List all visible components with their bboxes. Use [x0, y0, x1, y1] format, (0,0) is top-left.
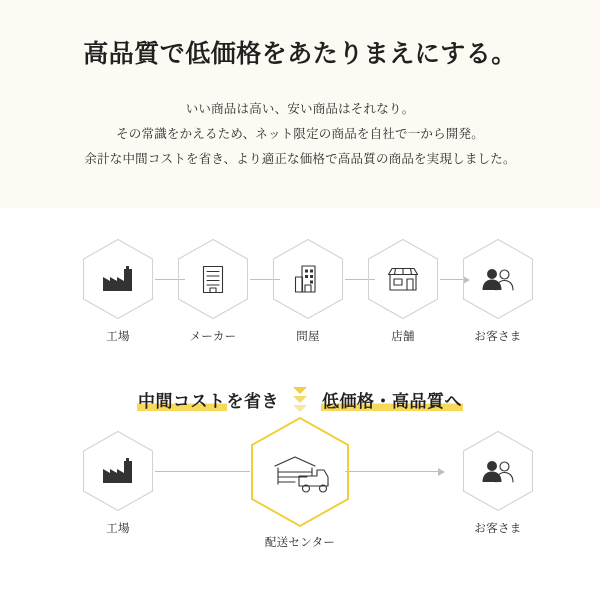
hex-shape	[81, 238, 155, 320]
banner-left-highlight: 中間コスト	[138, 391, 226, 411]
node-label: メーカー	[189, 331, 237, 343]
page-title: 高品質で低価格をあたりまえにする。	[83, 40, 517, 68]
hex-shape	[461, 238, 535, 320]
banner-right-highlight: 低価格・高品質へ	[322, 391, 462, 411]
node-label: 問屋	[296, 331, 320, 343]
hex-shape-highlighted	[248, 416, 352, 528]
connector-line	[345, 471, 440, 472]
banner-right-text	[321, 387, 463, 412]
chevron-down-icon	[293, 387, 307, 412]
delivery-center-icon	[248, 416, 352, 528]
customer-icon	[461, 430, 535, 512]
warehouse-building-icon	[271, 238, 345, 320]
hex-shape	[176, 238, 250, 320]
node-label: お客さま	[474, 523, 522, 535]
hero-line-1: いい商品は高い、安い商品はそれなり。	[185, 101, 415, 116]
hex-shape	[366, 238, 440, 320]
office-building-icon	[176, 238, 250, 320]
node-maker-top	[176, 238, 250, 344]
direct-distribution-row	[0, 430, 600, 560]
connector-line	[155, 471, 250, 472]
node-shop-top	[366, 238, 440, 344]
traditional-distribution-row	[0, 238, 600, 368]
cost-flow-diagram	[0, 208, 600, 600]
node-factory-top	[81, 238, 155, 344]
arrow-head-icon	[438, 468, 445, 476]
hex-shape	[81, 430, 155, 512]
node-label: お客さま	[474, 331, 522, 343]
node-label: 配送センター	[264, 537, 336, 549]
hex-shape	[461, 430, 535, 512]
hero-section	[0, 0, 600, 208]
hero-description	[0, 97, 600, 172]
banner-left-rest: を省き	[226, 391, 279, 411]
node-wholesaler-top	[271, 238, 345, 344]
customer-icon	[461, 238, 535, 320]
node-customer-top	[461, 238, 535, 344]
node-customer-bottom	[461, 430, 535, 536]
factory-icon	[81, 430, 155, 512]
hex-shape	[271, 238, 345, 320]
banner-left-text	[137, 387, 279, 412]
shop-icon	[366, 238, 440, 320]
node-label: 工場	[106, 331, 130, 343]
node-label: 店舗	[391, 331, 415, 343]
hero-line-3: 余計な中間コストを省き、より適正な価格で高品質の商品を実現しました。	[84, 151, 516, 166]
hero-line-2: その常識をかえるため、ネット限定の商品を自社で一から開発。	[116, 126, 484, 141]
node-label: 工場	[106, 523, 130, 535]
node-delivery-center	[248, 416, 352, 550]
node-factory-bottom	[81, 430, 155, 536]
factory-icon	[81, 238, 155, 320]
